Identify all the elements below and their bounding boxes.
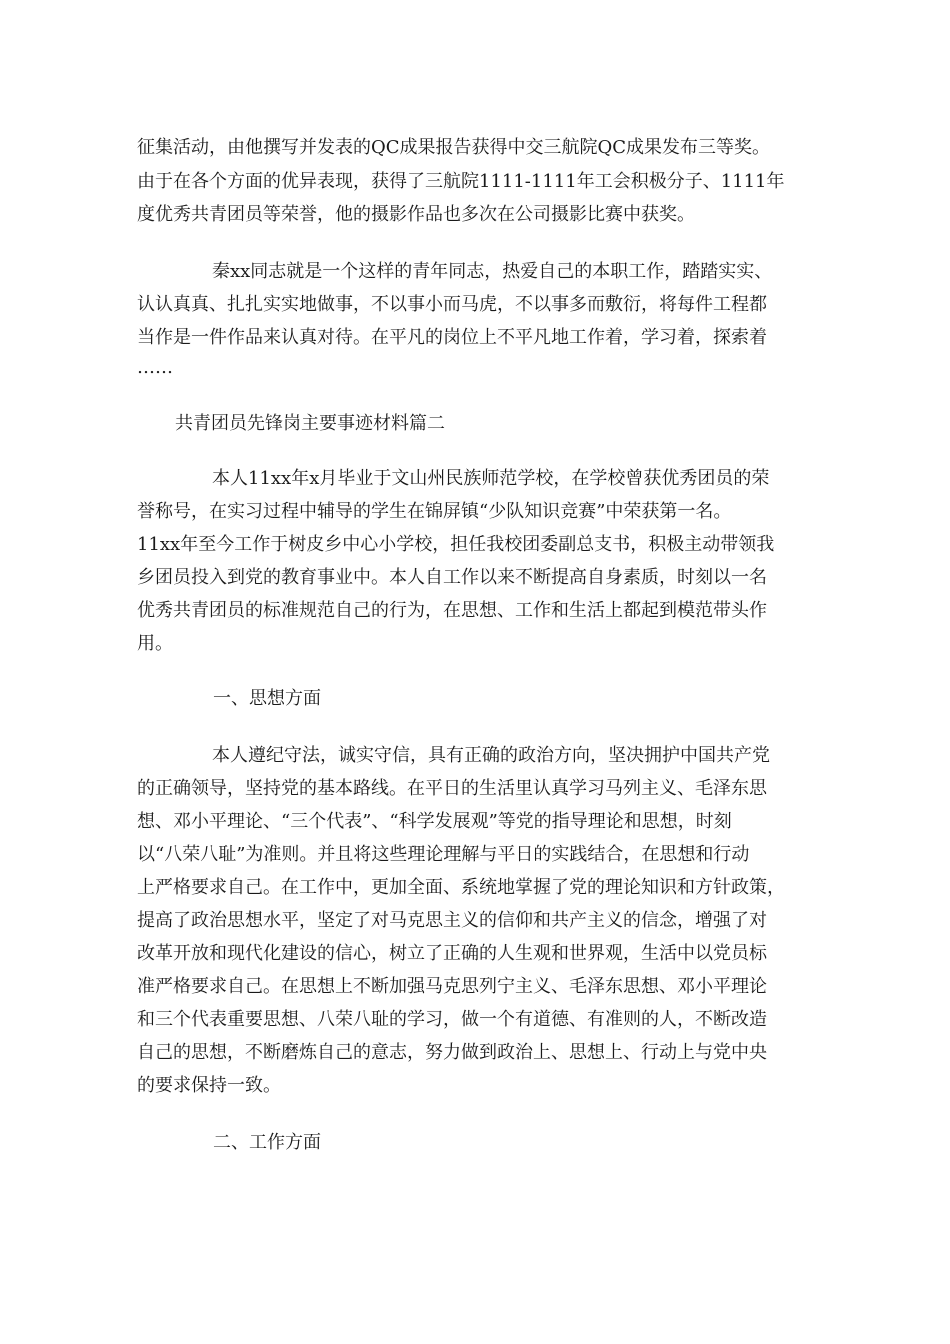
paragraph-line: 乡团员投入到党的教育事业中。本人自工作以来不断提高自身素质，时刻以一名	[137, 567, 767, 588]
paragraph-line: 秦xx同志就是一个这样的青年同志，热爱自己的本职工作，踏踏实实、	[212, 261, 773, 282]
paragraph-line: 本人11xx年x月毕业于文山州民族师范学校，在学校曾获优秀团员的荣	[212, 468, 770, 489]
paragraph-line: 用。	[137, 633, 173, 654]
paragraph-line: ……	[137, 357, 173, 378]
section-title: 共青团员先锋岗主要事迹材料篇二	[175, 413, 445, 434]
paragraph-line: 上严格要求自己。在工作中，更加全面、系统地掌握了党的理论知识和方针政策，	[137, 877, 785, 898]
paragraph-line: 提高了政治思想水平，坚定了对马克思主义的信仰和共产主义的信念，增强了对	[137, 910, 767, 931]
paragraph-line: 誉称号，在实习过程中辅导的学生在锦屏镇“少队知识竞赛”中荣获第一名。	[137, 501, 732, 522]
paragraph-line: 本人遵纪守法，诚实守信，具有正确的政治方向，坚决拥护中国共产党	[212, 745, 770, 766]
paragraph-line: 当作是一件作品来认真对待。在平凡的岗位上不平凡地工作着，学习着，探索着	[137, 327, 767, 348]
paragraph-line: 11xx年至今工作于树皮乡中心小学校，担任我校团委副总支书，积极主动带领我	[137, 534, 775, 555]
paragraph-line: 认认真真、扎扎实实地做事，不以事小而马虎，不以事多而敷衍，将每件工程都	[137, 294, 767, 315]
paragraph-line: 优秀共青团员的标准规范自己的行为，在思想、工作和生活上都起到模范带头作	[137, 600, 767, 621]
paragraph-line: 度优秀共青团员等荣誉，他的摄影作品也多次在公司摄影比赛中获奖。	[137, 204, 695, 225]
paragraph-line: 由于在各个方面的优异表现，获得了三航院1111-1111年工会积极分子、1111年	[137, 171, 785, 192]
paragraph-line: 的要求保持一致。	[137, 1075, 281, 1096]
paragraph-line: 自己的思想，不断磨炼自己的意志，努力做到政治上、思想上、行动上与党中央	[137, 1042, 767, 1063]
paragraph-line: 想、邓小平理论、“三个代表”、“科学发展观”等党的指导理论和思想，时刻	[137, 811, 732, 832]
paragraph-line: 征集活动，由他撰写并发表的QC成果报告获得中交三航院QC成果发布三等奖。	[137, 137, 771, 158]
paragraph-line: 准严格要求自己。在思想上不断加强马克思列宁主义、毛泽东思想、邓小平理论	[137, 976, 767, 997]
paragraph-line: 的正确领导，坚持党的基本路线。在平日的生活里认真学习马列主义、毛泽东思	[137, 778, 767, 799]
paragraph-line: 改革开放和现代化建设的信心，树立了正确的人生观和世界观，生活中以党员标	[137, 943, 767, 964]
paragraph-line: 和三个代表重要思想、八荣八耻的学习，做一个有道德、有准则的人，不断改造	[137, 1009, 767, 1030]
paragraph-line: 以“八荣八耻”为准则。并且将这些理论理解与平日的实践结合，在思想和行动	[137, 844, 750, 865]
section-heading-1: 一、思想方面	[213, 688, 321, 709]
section-heading-2: 二、工作方面	[213, 1132, 321, 1153]
